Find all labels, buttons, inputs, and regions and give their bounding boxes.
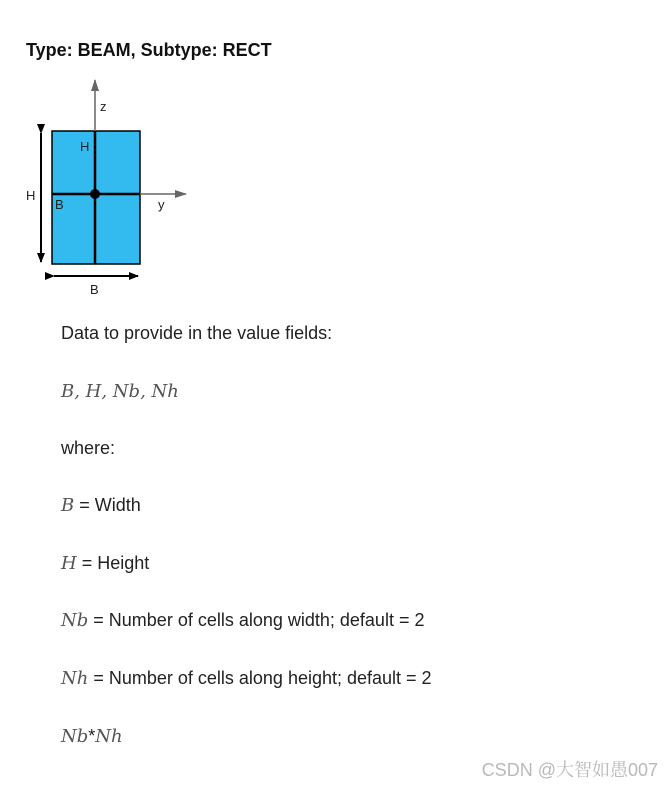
product-expression	[61, 726, 123, 747]
beam-rect-cross-section-diagram	[0, 0, 210, 310]
product-operand-a: Nb	[61, 726, 89, 747]
product-operand-b: Nh	[95, 726, 123, 747]
definition-symbol: Nb	[61, 610, 89, 631]
definition-text: = Number of cells along height; default = 2	[88, 668, 432, 688]
inner-h-label: H	[80, 139, 90, 154]
watermark: CSDN @大智如愚007	[481, 760, 658, 780]
definition-nh	[61, 668, 432, 689]
definition-nb	[61, 610, 424, 631]
definition-text: = Number of cells along width; default = 2	[88, 610, 425, 630]
definition-b	[61, 495, 141, 516]
z-axis-label: z	[100, 99, 107, 114]
definition-symbol: B	[61, 495, 75, 516]
fields-math: B, H, Nb, Nh	[61, 381, 179, 402]
definition-h	[61, 553, 149, 574]
page-title: Type: BEAM, Subtype: RECT	[26, 40, 272, 60]
where-text: where:	[61, 438, 116, 458]
definition-symbol: Nh	[61, 668, 89, 689]
y-axis-label: y	[158, 197, 165, 212]
definition-symbol: H	[61, 553, 77, 574]
definition-text: = Width	[74, 495, 141, 515]
product-operator: *	[88, 726, 96, 746]
definition-text: = Height	[76, 553, 150, 573]
inner-b-label: B	[55, 197, 64, 212]
intro-text: Data to provide in the value fields:	[61, 323, 333, 343]
height-dimension-label: H	[26, 188, 36, 203]
width-dimension-label: B	[90, 282, 99, 297]
centroid-dot	[90, 189, 100, 199]
